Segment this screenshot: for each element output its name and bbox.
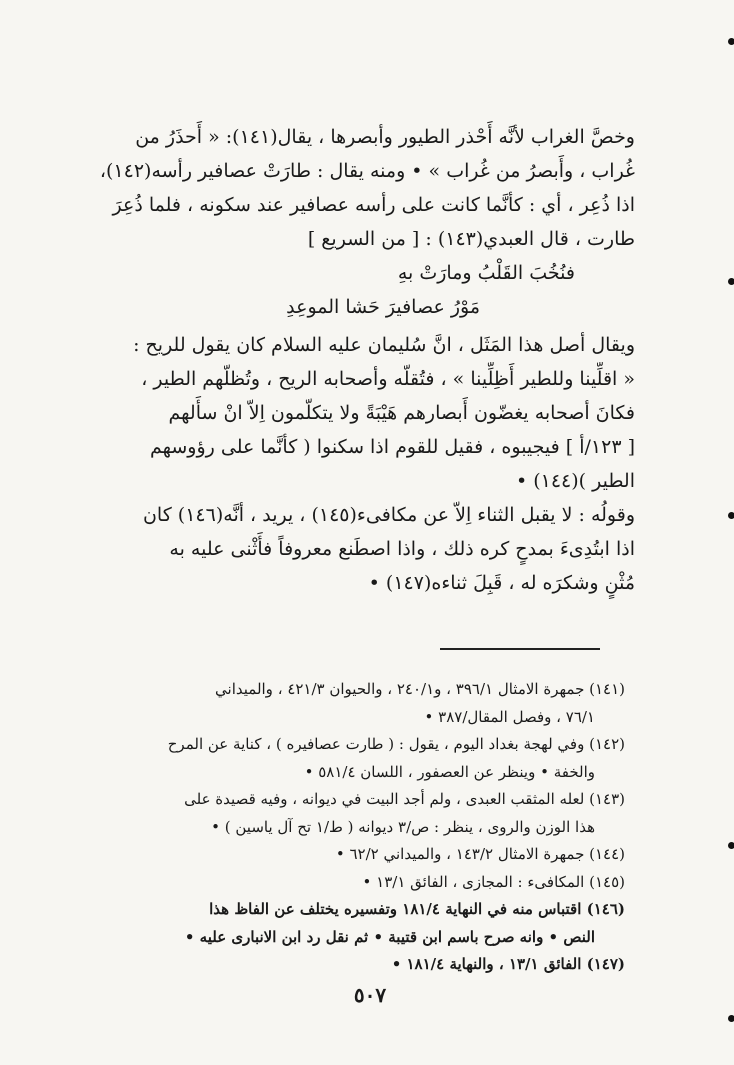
margin-dot: [728, 38, 734, 45]
margin-dot: [728, 1015, 734, 1022]
footnote-145: (١٤٥) المكافىء : المجازى ، الفائق ١٣/١ •: [362, 872, 625, 891]
text-line: الطير )(١٤٤) •: [515, 470, 635, 492]
footnote-141: (١٤١) جمهرة الامثال ٣٩٦/١ ، و٢٤٠/١ ، والحيوان ٤٢١/٣ ، والميداني: [215, 680, 625, 698]
text-line: اذا ابتُدِىءَ بمدحٍ كره ذلك ، واذا اصطَنع معروفاً فأَثْنى عليه به: [169, 538, 635, 560]
footnote-141-cont: ٧٦/١ ، وفصل المقال/٣٨٧ •: [424, 707, 595, 726]
text-line: اذا ذُعِر ، أي : كأنَّما كانت على رأسه عصافير عند سكونه ، فلما ذُعِرَ: [112, 194, 635, 216]
footnote-144: (١٤٤) جمهرة الامثال ١٤٣/٢ ، والميداني ٦٢/٢ •: [335, 845, 625, 863]
footnote-146: (١٤٦) اقتباس منه في النهاية ١٨١/٤ وتفسيره يختلف عن الفاظ هذا: [209, 900, 625, 918]
main-text: [75, 120, 635, 600]
text-line: فكانَ أصحابه يغضّون أَبصارهم هَيْبَةً ولا يتكلّمون اِلاّ انْ سأَلهم: [168, 402, 635, 424]
footnote-143-cont: هذا الوزن والروى ، ينظر : ص/٣ ديوانه ( ط/١ تح آل ياسين ) •: [211, 817, 595, 836]
text-line: طارت ، قال العبدي(١٤٣) : [ من السريع ]: [307, 228, 635, 250]
page-number: ٥٠٧: [353, 983, 387, 1007]
text-line: مُثْنٍ وشكرَه له ، قَبِلَ ثناءه(١٤٧) •: [368, 572, 635, 594]
footnote-146-cont: النص • وانه صرح باسم ابن قتيبة • ثم نقل رد ابن الانبارى عليه •: [184, 927, 595, 946]
text-line: وقولُه : لا يقبل الثناء اِلاّ عن مكافىء(١٤٥) ، يريد ، أنَّه(١٤٦) كان: [142, 504, 635, 526]
footnote-143: (١٤٣) لعله المثقب العبدى ، ولم أجد البيت في ديوانه ، وفيه قصيدة على: [184, 790, 625, 808]
footnote-142: (١٤٢) وفي لهجة بغداد اليوم ، يقول : ( طارت عصافيره ) ، كناية عن المرح: [167, 735, 625, 753]
margin-dot: [728, 278, 734, 285]
footnote-147: (١٤٧) الفائق ١٣/١ ، والنهاية ١٨١/٤ •: [391, 955, 625, 973]
verse-line-2: مَوْرُ عصافيرَ حَشا الموعِدِ: [286, 296, 480, 318]
text-line: وخصَّ الغراب لأنَّه أَحْذر الطيور وأبصرها ، يقال(١٤١): « أَحذَرُ من: [135, 126, 635, 148]
margin-dot: [728, 512, 734, 519]
text-line: [ ١٢٣/أ ] فيجيبوه ، فقيل للقوم اذا سكنوا ( كأنَّما على رؤوسهم: [149, 436, 635, 458]
footnote-divider: [440, 648, 600, 650]
text-line: « اقلِّينا وللطير أَظِلِّينا » ، فتُقلّه وأصحابه الريح ، وتُظلّهم الطير ،: [141, 368, 635, 390]
verse-line-1: فنُخُبَ القَلْبُ ومارَتْ بهِ: [397, 262, 575, 284]
footnote-142-cont: والخفة • وينظر عن العصفور ، اللسان ٥٨١/٤ •: [304, 762, 595, 781]
footnotes: [75, 676, 625, 979]
text-line: ويقال أصل هذا المَثَل ، انَّ سُليمان عليه السلام كان يقول للريح :: [133, 334, 635, 356]
margin-dot: [728, 842, 734, 849]
text-line: غُراب ، وأَبصرُ من غُراب » • ومنه يقال : طارَتْ عصافير رأسه(١٤٢)،: [99, 160, 635, 182]
